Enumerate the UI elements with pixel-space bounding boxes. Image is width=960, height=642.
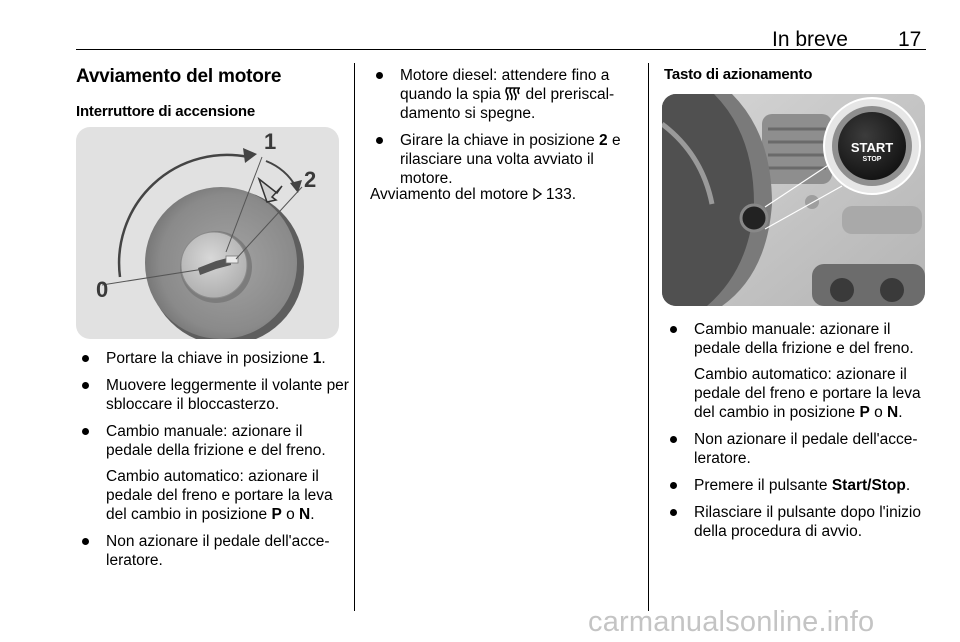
bullet-icon bbox=[82, 428, 89, 435]
list-item: Muovere leggermente il volante per sbloccare il bloccasterzo. bbox=[76, 376, 350, 414]
position-0-label: 0 bbox=[96, 277, 109, 302]
section-heading: Avviamento del motore bbox=[76, 66, 282, 87]
bullet-icon bbox=[670, 436, 677, 443]
stop-label: STOP bbox=[862, 156, 882, 163]
cross-reference: Avviamento del motore 133. bbox=[370, 186, 577, 203]
bullet-icon bbox=[82, 382, 89, 389]
list-item: Cambio manuale: azionare il pedale della frizione e del freno. Cambio automatico: azionare il pedale del freno e portare la leva del cambio in posizione P o N. bbox=[664, 320, 930, 422]
bullet-icon bbox=[376, 137, 383, 144]
position-2-label: 2 bbox=[304, 167, 317, 192]
list-item: Non azionare il pedale dell'acce-leratore. bbox=[664, 430, 930, 468]
list-item: Motore diesel: attendere fino a quando la spia del preriscal-damento si spegne. bbox=[370, 66, 636, 123]
col3-instructions-list bbox=[664, 320, 930, 549]
bullet-icon bbox=[376, 72, 383, 79]
list-item: Non azionare il pedale dell'acce-leratore. bbox=[76, 532, 350, 570]
bullet-icon bbox=[670, 326, 677, 333]
ignition-switch-illustration bbox=[76, 127, 339, 339]
column-divider-2 bbox=[648, 63, 649, 611]
header-rule bbox=[76, 49, 926, 50]
list-item: Girare la chiave in posizione 2 e rilasciare una volta avviato il motore. bbox=[370, 131, 636, 188]
start-button-heading: Tasto di azionamento bbox=[664, 66, 813, 83]
col1-instructions-list bbox=[76, 349, 350, 578]
reference-page-link[interactable]: 133. bbox=[545, 186, 577, 203]
column-divider-1 bbox=[354, 63, 355, 611]
list-item: Rilasciare il pulsante dopo l'inizio della procedura di avvio. bbox=[664, 503, 930, 541]
list-item: Cambio manuale: azionare il pedale della frizione e del freno. Cambio automatico: azionare il pedale del freno e portare la leva del cambio in posizione P o N. bbox=[76, 422, 350, 524]
start-stop-button-figure bbox=[662, 94, 925, 306]
dashboard-illustration bbox=[662, 94, 925, 306]
col2-instructions-list bbox=[370, 66, 636, 196]
bullet-icon bbox=[82, 538, 89, 545]
bullet-icon bbox=[82, 355, 89, 362]
bullet-icon bbox=[670, 509, 677, 516]
page-number: 17 bbox=[898, 28, 922, 51]
list-item: Portare la chiave in posizione 1. bbox=[76, 349, 350, 368]
running-header-title: In breve bbox=[772, 28, 848, 51]
glow-plug-icon bbox=[505, 86, 521, 101]
start-label: START bbox=[850, 140, 894, 155]
ignition-switch-figure bbox=[76, 127, 339, 339]
position-1-label: 1 bbox=[264, 129, 277, 154]
bullet-icon bbox=[670, 482, 677, 489]
ignition-switch-heading: Interruttore di accensione bbox=[76, 103, 256, 120]
list-item: Premere il pulsante Start/Stop. bbox=[664, 476, 930, 495]
page-reference-icon bbox=[533, 188, 542, 200]
watermark: carmanualsonline.info bbox=[588, 606, 875, 638]
